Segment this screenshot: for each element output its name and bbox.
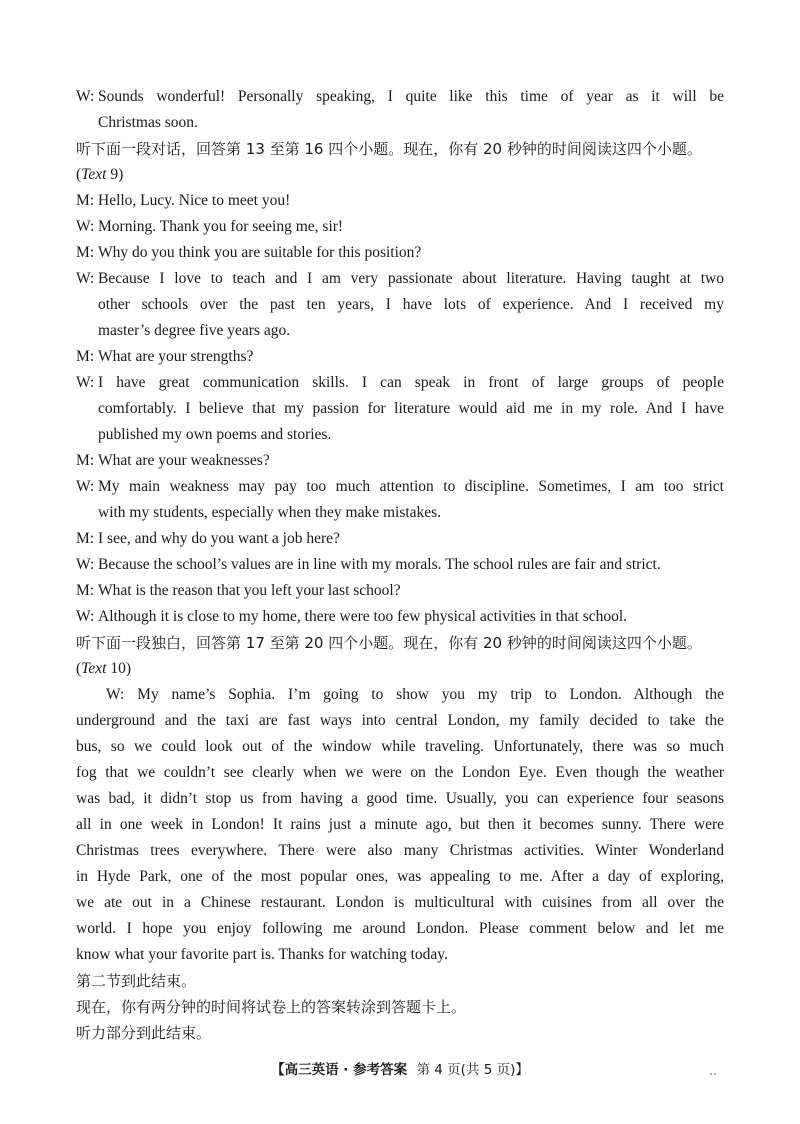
monologue-line: underground and the taxi are fast ways into central London, my family decided to take the [76,712,724,729]
dialogue-continuation: with my students, especially when they make mistakes. [98,504,442,521]
monologue-line: was bad, it didn’t stop us from having a good time. Usually, you can experience four seasons [76,790,724,807]
monologue-line: all in one week in London! It rains just a minute ago, but then it becomes sunny. There were [76,816,724,833]
monologue-line: world. I hope you enjoy following me around London. Please comment below and let me [76,920,724,937]
closing-line: 听力部分到此结束。 [76,1024,212,1042]
dialogue-continuation: Christmas soon. [98,114,198,131]
monologue-line: know what your favorite part is. Thanks for watching today. [76,946,448,963]
dialogue-line: M: I see, and why do you want a job here? [76,530,340,547]
page-footer [0,1058,800,1078]
dialogue-line: M: Why do you think you are suitable for this position? [76,244,422,261]
section-label-text9: (Text 9) [76,166,124,183]
dialogue-line: M: What is the reason that you left your last school? [76,582,401,599]
dialogue-line: M: What are your weaknesses? [76,452,270,469]
monologue-line: we ate out in a Chinese restaurant. London is multicultural with cuisines from all over the [76,894,724,911]
dialogue-continuation: published my own poems and stories. [98,426,332,443]
footer-page-number: 第 4 页(共 5 页)】 [416,1062,529,1078]
dialogue-line: W: Because I love to teach and I am very passionate about literature. Having taught at two [76,270,724,287]
monologue-line: fog that we couldn’t see clearly when we were on the London Eye. Even though the weather [76,764,724,781]
footer-title: 【高三英语 · 参考答案 [271,1062,408,1078]
monologue-line: in Hyde Park, one of the most popular ones, was appealing to me. After a day of exploring, [76,868,724,885]
dialogue-continuation: master’s degree five years ago. [98,322,291,339]
dialogue-text: Sounds wonderful! Personally speaking, I quite like this time of year as it will be [98,88,724,105]
speaker-label: W: [76,88,95,105]
dialogue-line: W: Morning. Thank you for seeing me, sir! [76,218,344,235]
section-label-text10: (Text 10) [76,660,131,677]
monologue-line: Christmas trees everywhere. There were also many Christmas activities. Winter Wonderland [76,842,724,859]
closing-line: 现在，你有两分钟的时间将试卷上的答案转涂到答题卡上。 [76,998,467,1016]
dialogue-line [76,87,724,107]
instruction-text: 听下面一段对话，回答第 13 至第 16 四个小题。现在，你有 20 秒钟的时间阅读这四个小题。 [76,140,702,158]
monologue-line: bus, so we could look out of the window while traveling. Unfortunately, there was so much [76,738,724,755]
instruction-text: 听下面一段独白，回答第 17 至第 20 四个小题。现在，你有 20 秒钟的时间阅读这四个小题。 [76,634,702,652]
dialogue-continuation: comfortably. I believe that my passion for literature would aid me in my role. And I have [98,400,724,417]
dialogue-line: M: What are your strengths? [76,348,254,365]
monologue-line: W: My name’s Sophia. I’m going to show you my trip to London. Although the [106,686,724,703]
dialogue-continuation: other schools over the past ten years, I have lots of experience. And I received my [98,296,724,313]
dialogue-line: W: My main weakness may pay too much attention to discipline. Sometimes, I am too strict [76,478,724,495]
closing-line: 第二节到此结束。 [76,972,197,990]
corner-mark: ‥ [709,1064,718,1078]
dialogue-line: W: I have great communication skills. I can speak in front of large groups of people [76,374,724,391]
dialogue-line: W: Although it is close to my home, there were too few physical activities in that school. [76,608,628,625]
dialogue-line: W: Because the school’s values are in line with my morals. The school rules are fair and strict. [76,556,661,573]
dialogue-line: M: Hello, Lucy. Nice to meet you! [76,192,291,209]
